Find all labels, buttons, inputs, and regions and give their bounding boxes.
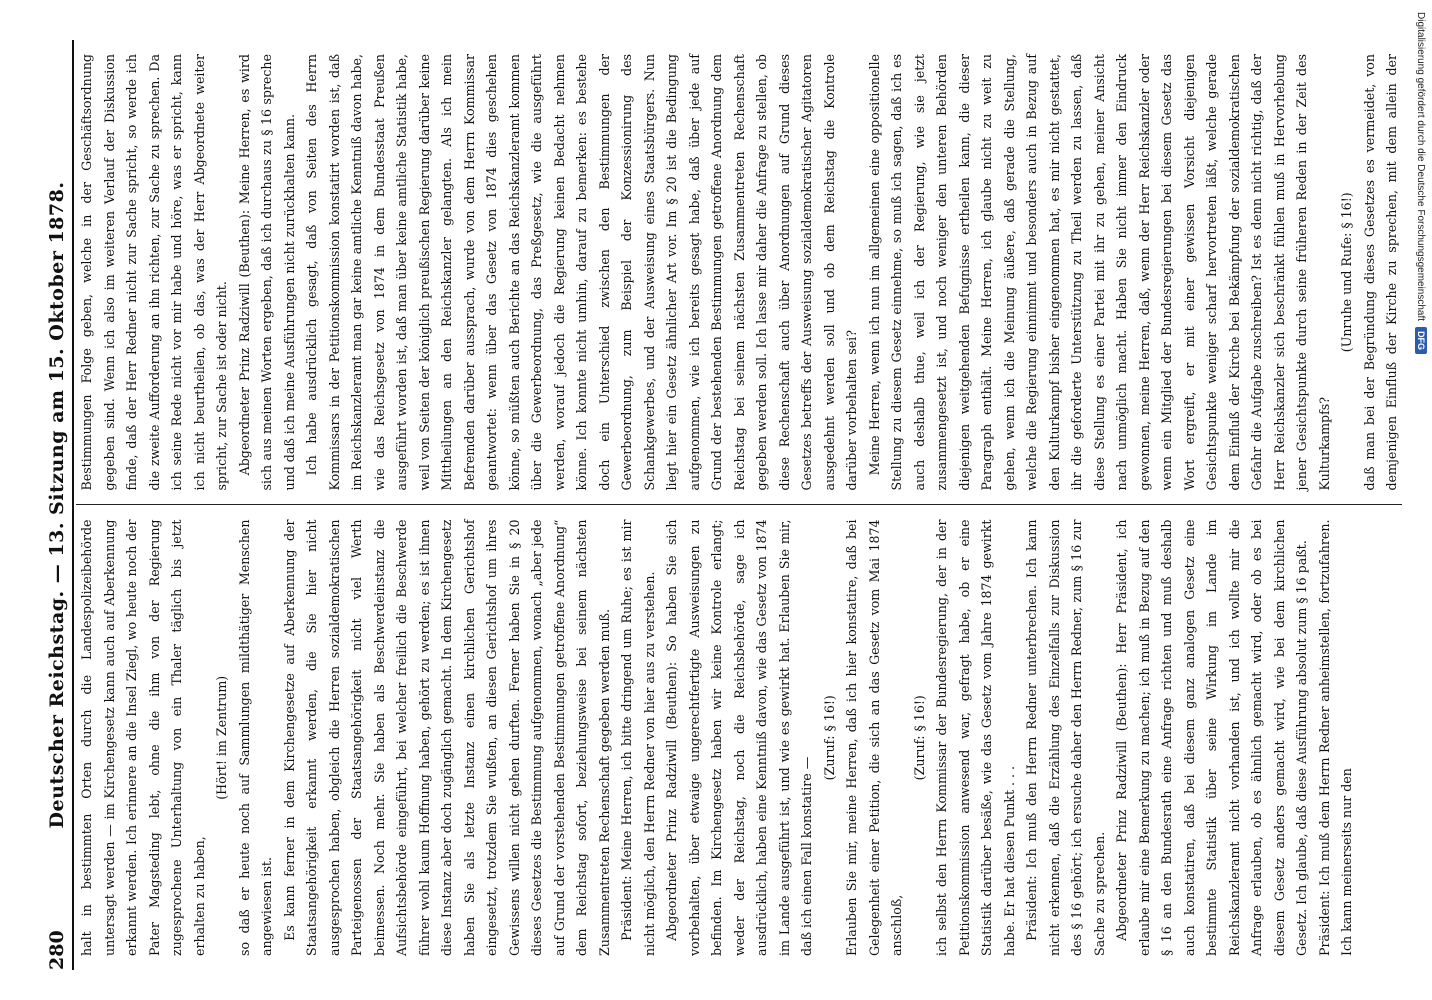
dfg-credit-strip: [1410, 0, 1432, 1000]
paragraph: Ich habe ausdrücklich gesagt, daß von Seiten des Herrn Kommissars in der Petitionskommission konstatirt worden ist, daß im Reichskanzleramt man gar keine amtliche Kenntniß davon habe, wie das Reichsgesetz von 1874 in dem Bundesstaat Preußen ausgeführt worden ist, daß man über keine amtliche Statistik habe, weil von Seiten der königlich preußischen Regierung darüber keine Mittheilungen an den Reichskanzler gelangten. Als ich mein Befremden darüber aussprach, wurde von dem Herrn Kommissar geantwortet: wenn über das Gesetz von 1874 dies geschehen könne, so müßten auch Berichte an das Reichskanzleramt kommen über die Gewerbeordnung, das Preßgesetz, wie die ausgeführt werden, worauf jedoch die Regierung keinen Bedacht nehmen könne. Ich konnte nicht umhin, darauf zu bemerken: es bestehe doch ein Unterschied zwischen den Bestimmungen der Gewerbeordnung, zum Beispiel der Konzessionirung des Schankgewerbes, und der Ausweisung eines Staatsbürgers. Nun liegt hier ein Gesetz ähnlicher Art vor. Im § 20 ist die Bedingung aufgenommen, wie ich bereits gesagt habe, daß über jede auf Grund der bestehenden Bestimmungen getroffene Anordnung dem Reichstag bei seinem nächsten Zusammentreten Rechenschaft gegeben werden soll. Ich lasse mir daher die Anfrage zu stellen, ob diese Rechenschaft auch über Anordnungen auf Grund dieses Gesetzes betreffs der Ausweisung sozialdemokratischer Agitatoren ausgedehnt werden soll und ob dem Reichstag die Kontrole darüber vorbehalten sei?: [304, 54, 859, 491]
paragraph: Präsident: Ich muß dem Herrn Redner anheimstellen, fortzufahren. Ich kann meinerseits nur den: [1316, 519, 1354, 956]
paragraph: halt in bestimmten Orten durch die Landespolizeibehörde untersagt werden — im Kirchengesetz kann auch auf Aberkennung erkannt werden. Ich erinnere an die Insel Ziegl, wo heute noch der Pater Magsteding lebt, ohne die ihm von der Regierung zugesprochene Unterhaltung von ein Thaler täglich bis jetzt erhalten zu haben,: [79, 519, 207, 956]
running-title: Deutscher Reichstag. — 13. Sitzung am 15. Oktober 1878.: [46, 181, 68, 829]
dfg-credit-inner: [1410, 0, 1432, 1000]
paragraph: Meine Herren, wenn ich nun im allgemeinen eine oppositionelle Stellung zu diesem Gesetz einnehme, so muß ich sagen, daß ich es auch deshalb thue, weil ich der Regierung, wie sie jetzt zusammengesetzt ist, und noch weniger den unteren Behörden diejenigen weitgehenden Befugnisse ertheilen kann, die dieser Paragraph enthält. Meine Herren, ich glaube nicht zu weit zu gehen, wenn ich die Meinung äußere, daß gerade die Stellung, welche die Regierung einnimmt und besonders auch in Bezug auf den Kulturkampf bisher eingenommen hat, es mir nicht gestattet, ihr die geforderte Unterstützung zu Theil werden zu lassen, daß diese Stellung es einer Partei mit ihr zu gehen, meiner Ansicht nach unmöglich macht. Haben Sie nicht immer den Eindruck gewonnen, meine Herren, daß, wenn der Herr Reichskanzler oder wenn ein Mitglied der Bundesregierungen bei diesem Gesetz das Wort ergreift, er mit einer gewissen Vorsicht diejenigen Gesichtspunkte weniger scharf hervortreten läßt, welche gerade dem Einfluß der Kirche bei Bekämpfung der sozialdemokratischen Gefahr die Aufgabe zuschreiben? Ist es denn nicht richtig, daß der Herr Reichskanzler sich beschränkt fühlen muß in Hervorhebung jener Gesichtspunkte durch seine früheren Reden in der Zeit des Kulturkampfs?: [866, 54, 1332, 491]
page-header: [28, 40, 74, 970]
dfg-credit-text: Digitalisierung gefördert durch die Deutsche Forschungsgemeinschaft: [1415, 12, 1427, 322]
column-right: [76, 40, 1402, 506]
paragraph: Präsident: Meine Herren, ich bitte dringend um Ruhe; es ist mir nicht möglich, den Herrn Redner von hier aus zu verstehen.: [619, 519, 657, 956]
page-number: 280: [46, 930, 68, 970]
paragraph: Erlauben Sie mir, meine Herren, daß ich hier konstatire, daß bei Gelegenheit einer Petition, die sich an das Gesetz vom Mai 1874 anschloß,: [844, 519, 904, 956]
paragraph: Abgeordneter Prinz Radziwill (Beuthen): So haben Sie sich vorbehalten, über etwaige ungerechtfertigte Ausweisungen zu befinden. Im Kirchengesetz haben wir keine Kontrole erlangt; weder der Reichstag, noch die Reichsbehörde, sage ich ausdrücklich, haben eine Kenntniß davon, wie das Gesetz von 1874 im Lande ausgeführt ist, und wie es gewirkt hat. Erlauben Sie mir, daß ich einen Fall konstatire —: [664, 519, 814, 956]
paragraph: (Zuruf: § 16!): [821, 695, 837, 781]
paragraph: ich selbst den Herrn Kommissar der Bundesregierung, der in der Petitionskommission anwesend war, gefragt habe, ob er eine Statistik darüber besäße, wie das Gesetz vom Jahre 1874 gewirkt habe. Er hat diesen Punkt . . .: [934, 519, 1017, 956]
paragraph: Bestimmungen Folge geben, welche in der Geschäftsordnung gegeben sind. Wenn ich also im weiteren Verlauf der Diskussion finde, daß der Herr Redner nicht zur Sache spricht, so werde ich die zweite Aufforderung an ihn richten, zur Sache zu sprechen. Da ich seine Rede nicht vor mir habe und höre, was er spricht, kann ich nicht beurtheilen, ob das, was der Herr Abgeordnete weiter spricht, zur Sache ist oder nicht.: [79, 54, 229, 491]
paragraph: (Unruhe und Rufe: § 16!): [1339, 192, 1354, 353]
paragraph: (Zuruf: § 16!): [911, 695, 927, 781]
paragraph: Abgeordneter Prinz Radziwill (Beuthen): Herr Präsident, ich erlaube mir eine Bemerkung zu machen; ich muß in Bezug auf den § 16 an den Bundesrath eine Anfrage richten und muß deshalb auch konstatiren, daß bei diesem ganz analogen Gesetz eine bestimmte Statistik über seine Wirkung im Lande im Reichskanzleramt nicht vorhanden ist, und ich wollte mir die Anfrage erlauben, ob es ähnlich gemacht wird, oder ob es bei diesem Gesetz anders gemacht wird, wie bei dem kirchlichen Gesetz. Ich glaube, daß diese Ausführung absolut zum § 16 paßt.: [1114, 519, 1309, 956]
dfg-logo-icon: DFG: [1415, 327, 1427, 354]
paragraph: daß man bei der Begründung dieses Gesetzes es vermeidet, von demjenigen Einfluß der Kirche zu sprechen, mit dem allein der: [1361, 54, 1399, 491]
column-left: [76, 506, 1402, 971]
paragraph: Es kann ferner in dem Kirchengesetze auf Aberkennung der Staatsangehörigkeit erkannt werden, die Sie hier nicht ausgesprochen haben, obgleich die Herren sozialdemokratischen Parteigenossen der Staatsangehörigkeit nicht viel Werth beimessen. Noch mehr. Sie haben als Beschwerdeinstanz die Aufsichtsbehörde eingeführt, bei welcher freilich die Beschwerde führer wohl kaum Hoffnung haben, gehört zu werden; es ist ihnen diese Instanz aber doch zugänglich gemacht. In dem Kirchengesetz haben Sie als letzte Instanz einen kirchlichen Gerichtshof eingesetzt, trotzdem Sie wußten, an diesen Gerichtshof um ihres Gewissens willen nicht gehen durften. Ferner haben Sie in § 20 dieses Gesetzes die Bestimmung aufgenommen, wonach „aber jede auf Grund der vorstehenden Bestimmungen getroffene Anordnung“ dem Reichstag sofort, beziehungsweise bei seinem nächsten Zusammentreten Rechenschaft gegeben werden muß.: [281, 519, 612, 956]
paragraph: (Hört! im Zentrum): [214, 675, 229, 800]
paragraph: Präsident: Ich muß den Herrn Redner unterbrechen. Ich kann nicht erkennen, daß die Erzählung des Einzelfalls zur Diskussion des § 16 gehört; ich ersuche daher den Herrn Redner, zum § 16 zur Sache zu sprechen.: [1024, 519, 1107, 956]
paragraph: Abgeordneter Prinz Radziwill (Beuthen): Meine Herren, es wird sich aus meinen Worten ergeben, daß ich durchaus zu § 16 spreche und daß ich meine Ausführungen nicht zurückhalten kann.: [236, 54, 297, 491]
paragraph: so daß er heute noch auf Sammlungen mildthätiger Menschen angewiesen ist.: [236, 519, 274, 956]
text-columns: [76, 40, 1402, 970]
